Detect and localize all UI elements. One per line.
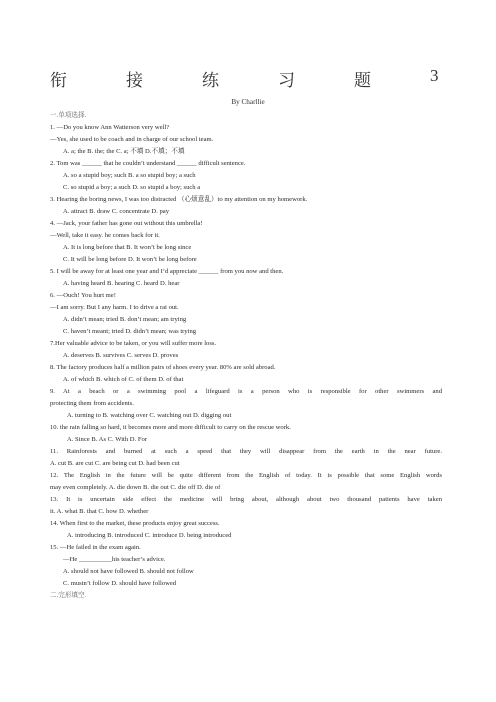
- answer-options: A. didn’t mean; tried B. don’t mean; am trying: [63, 316, 187, 323]
- answer-options: C. It will be long before D. It won’t be long before: [63, 256, 197, 263]
- question-text: 15. —He failed in the exam again.: [50, 544, 141, 551]
- question-text: 7.Her valuable advice to be taken, or you will suffer more loss.: [50, 340, 217, 347]
- answer-options: A. turning to B. watching over C. watching out D. digging out: [67, 412, 232, 419]
- question-text: 13. It is uncertain side effect the medicine will bring about, although about two thousand patients have taken: [50, 496, 442, 503]
- question-text: 6. —Ouch! You hurt me!: [50, 292, 116, 299]
- question-text: 11. Rainforests and burned at such a speed that they will disappear from the earth in the near future.: [50, 448, 442, 455]
- title-char: 接: [126, 71, 143, 90]
- question-text: 10. the rain falling so hard, it becomes more and more difficult to carry on the rescue work.: [50, 424, 291, 431]
- section-heading: 一.单项选择.: [50, 112, 87, 119]
- answer-options: A. having heard B. hearing C. heard D. hear: [63, 280, 180, 287]
- answer-options: C. mustn’t follow D. should have followed: [63, 580, 177, 587]
- author-byline: By Charllie: [231, 98, 265, 106]
- title-char: 衔: [50, 71, 67, 90]
- answer-options: A. Since B. As C. With D. For: [67, 436, 148, 443]
- answer-options: A. introducing B. introduced C. introduce D. being introduced: [67, 532, 232, 539]
- question-text: —Well, take it easy. he comes back for it.: [50, 232, 160, 239]
- title-char: 练: [202, 71, 219, 90]
- question-text: —He __________his teacher’s advice.: [63, 556, 166, 563]
- question-text: may even completely. A. die down B. die out C. die off D. die of: [50, 484, 221, 491]
- question-text: 14. When first to the market, these products enjoy great success.: [50, 520, 220, 527]
- question-text: —Yes, she used to be coach and in charge of our school team.: [50, 136, 214, 143]
- question-text: 8. The factory produces half a million pairs of shoes every year. 80% are sold abroad.: [50, 364, 276, 371]
- answer-options: A. cut B. are cut C. are being cut D. had been cut: [50, 460, 180, 467]
- question-text: 9. At a beach or a swimming pool a lifeguard is a person who is responsible for other swimmers and: [50, 388, 442, 395]
- question-text: 1. —Do you know Ann Watterson very well?: [50, 124, 170, 131]
- answer-options: C. so stupid a boy; a such D. so stupid a boy; such a: [63, 184, 201, 191]
- question-text: 5. I will be away for at least one year and I’d appreciate ______ from you now and then.: [50, 268, 284, 275]
- section-heading: 二.完形填空.: [50, 592, 87, 599]
- answer-options: A. deserves B. survives C. serves D. proves: [63, 352, 179, 359]
- answer-options: A. a; the B. the; the C. a; 不填 D.不填；不填: [63, 148, 185, 155]
- answer-options: C. haven’t meant; tried D. didn’t mean; was trying: [63, 328, 197, 335]
- answer-options: A. attract B. draw C. concentrate D. pay: [63, 208, 170, 215]
- question-text: 3. Hearing the boring news, I was too distracted （心烦意乱）to my attention on my homework.: [50, 196, 308, 203]
- question-text: 12. The English in the future will be quite different from the English of today. It is possible that some English words: [50, 472, 442, 479]
- question-text: —I am sorry. But I any harm. I to drive a rat out.: [50, 304, 179, 311]
- answer-options: it. A. what B. that C. how D. whether: [50, 508, 149, 515]
- question-text: 4. —Jack, your father has gone out without this umbrella!: [50, 220, 203, 227]
- question-text: protecting them from accidents.: [50, 400, 134, 407]
- title-char: 3: [430, 66, 439, 85]
- question-text: 2. Tom was ______ that he couldn’t understand ______ difficult sentence.: [50, 160, 246, 167]
- answer-options: A. It is long before that B. It won’t be long since: [63, 244, 192, 251]
- title-char: 习: [278, 71, 295, 90]
- title-char: 题: [354, 71, 371, 90]
- answer-options: A. should not have followed B. should not follow: [63, 568, 194, 575]
- answer-options: A. of which B. which of C. of them D. of that: [63, 376, 184, 383]
- answer-options: A. so a stupid boy; such B. a so stupid boy; a such: [63, 172, 196, 179]
- worksheet-title: [50, 66, 450, 88]
